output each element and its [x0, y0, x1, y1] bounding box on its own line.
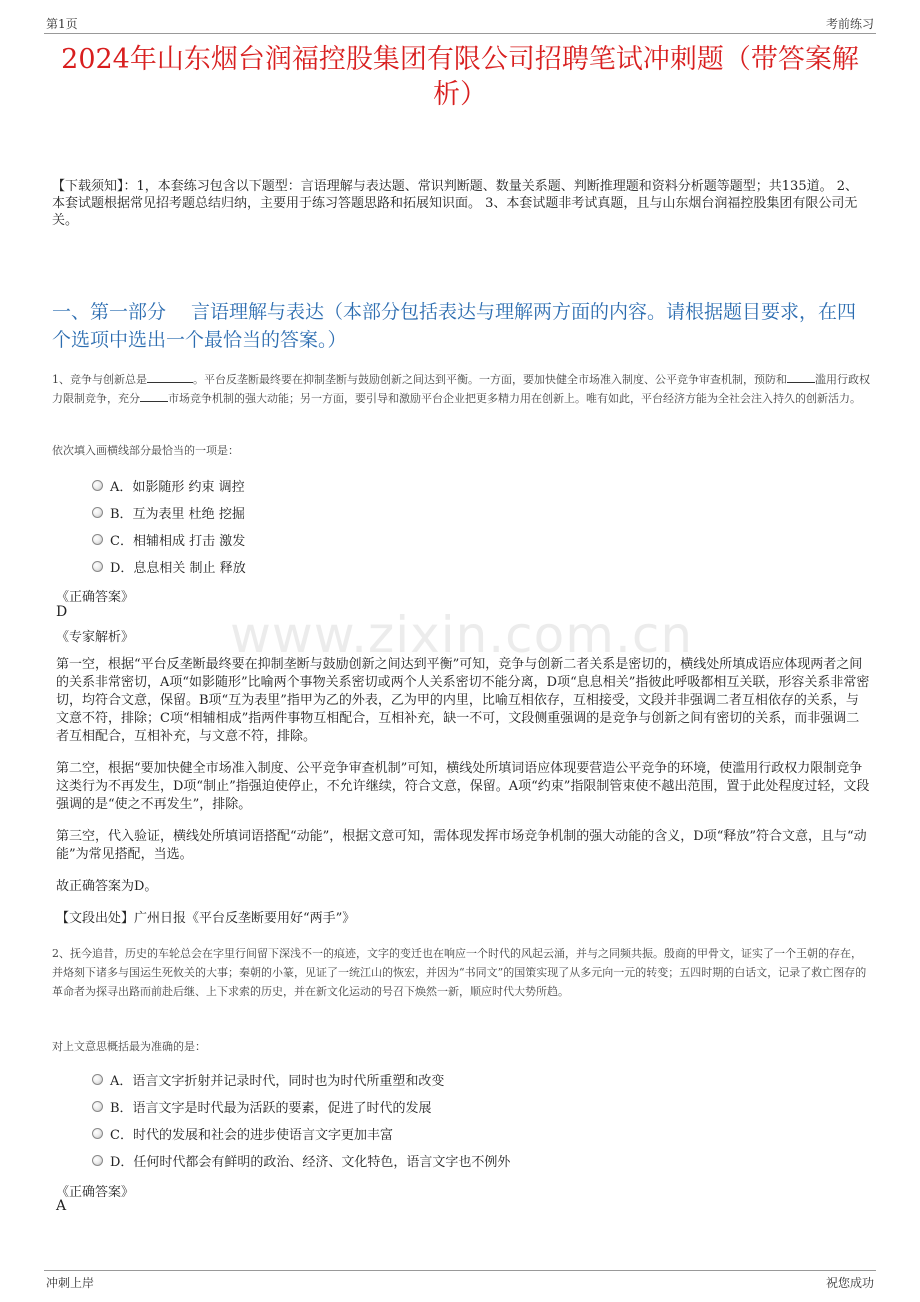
page-footer — [44, 1270, 876, 1292]
analysis-label: 《专家解析》 — [56, 630, 135, 645]
question-1-part-4: 市场竞争机制的强大动能；另一方面，要引导和激励平台企业把更多精力用在创新上。唯有如此，平台经济方能为全社会注入持久的创新活力。 — [168, 392, 861, 405]
footer-right: 祝您成功 — [825, 1276, 874, 1290]
question-1-text — [52, 370, 870, 408]
download-notice: 【下载须知】：1，本套练习包含以下题型：言语理解与表达题、常识判断题、数量关系题、判断推理题和资料分析题等题型；共135道。 2、本套试题根据常见招考题总结归纳，主要用于练习答题思路和拓展知识面。 3、本套试题非考试真题，且与山东烟台润福控股集团有限公司无关。 — [52, 179, 858, 228]
option-c[interactable] — [92, 526, 246, 553]
question-1-prompt: 依次填入画横线部分最恰当的一项是： — [52, 444, 239, 457]
question-2-text: 2、抚今追昔，历史的车轮总会在字里行间留下深浅不一的痕迹，文字的变迁也在响应一个时代的风起云涌，并与之同频共振。殷商的甲骨文，证实了一个王朝的存在，并烙刻下诸多与国运生死攸关的大事；秦朝的小篆，见证了一统江山的恢宏，并因为“书同文”的国策实现了从多元向一元的转变；五四时期的白话文，记录了救亡图存的革命者为探寻出路而前赴后继、上下求索的历史，并在新文化运动的号召下焕然一新，顺应时代大势所趋。 — [52, 947, 867, 998]
radio-icon[interactable] — [92, 1155, 103, 1166]
question-2-options — [92, 1066, 510, 1174]
option-a-label: A．语言文字折射并记录时代，同时也为时代所重塑和改变 — [110, 1074, 445, 1089]
analysis-paragraph-1: 第一空，根据“平台反垄断最终要在抑制垄断与鼓励创新之间达到平衡”可知，竞争与创新二者关系是密切的，横线处所填成语应体现两者之间的关系非常密切，A项“如影随形”比喻两个事物关系密切或两个人关系密切不能分离，D项“息息相关”指彼此呼吸都相互关联，形容关系非常密切，均符合文意，保留。B项“互为表里”指甲为乙的外表，乙为甲的内里，比喻互相依存，互相接受，文段并非强调二者互相依存的关系，与文意不符，排除；C项“相辅相成”指两件事物互相配合，互相补充，缺一不可，文段侧重强调的是竞争与创新之间有密切的关系，而非强调二者互相配合，互相补充，与文意不符，排除。 — [56, 657, 870, 744]
footer-left: 冲刺上岸 — [46, 1276, 95, 1290]
question-1-part-1: 1、竞争与创新总是 — [52, 373, 147, 386]
radio-icon[interactable] — [92, 561, 103, 572]
source-citation: 【文段出处】广州日报《平台反垄断要用好“两手”》 — [56, 911, 356, 926]
radio-icon[interactable] — [92, 1128, 103, 1139]
answer-label: 《正确答案》 — [56, 590, 135, 605]
option-b-label: B．互为表里 杜绝 挖掘 — [110, 507, 245, 522]
radio-icon[interactable] — [92, 1101, 103, 1112]
document-title: 2024年山东烟台润福控股集团有限公司招聘笔试冲刺题（带答案解析） — [61, 44, 859, 110]
page-number: 第1页 — [46, 17, 78, 31]
analysis-paragraph-2: 第二空，根据“要加快健全市场准入制度、公平竞争审查机制”可知，横线处所填词语应体现要营造公平竞争的环境，使滥用行政权力限制竞争这类行为不再发生，D项“制止”指强迫使停止，不允许继续，符合文意，保留。A项“约束”指限制管束使不越出范围，置于此处程度过轻，文段强调的是“使之不再发生”，排除。 — [56, 761, 870, 812]
option-b-label: B．语言文字是时代最为活跃的要素，促进了时代的发展 — [110, 1101, 432, 1116]
option-d-label: D．息息相关 制止 释放 — [110, 561, 246, 576]
option-a[interactable] — [92, 472, 246, 499]
option-c[interactable] — [92, 1120, 510, 1147]
analysis-conclusion: 故正确答案为D。 — [56, 879, 158, 894]
option-d-label: D．任何时代都会有鲜明的政治、经济、文化特色，语言文字也不例外 — [110, 1155, 511, 1170]
option-c-label: C．相辅相成 打击 激发 — [110, 534, 246, 549]
answer-label: 《正确答案》 — [56, 1185, 135, 1200]
option-d[interactable] — [92, 1147, 510, 1174]
watermark: www.zixin.com.cn — [230, 606, 694, 664]
question-2-prompt: 对上文意思概括最为准确的是： — [52, 1040, 206, 1053]
radio-icon[interactable] — [92, 534, 103, 545]
analysis-paragraph-3: 第三空，代入验证，横线处所填词语搭配“动能”，根据文意可知，需体现发挥市场竞争机制的强大动能的含义，D项“释放”符合文意，且与“动能”为常见搭配，当选。 — [56, 829, 867, 862]
question-1-part-2: 。平台反垄断最终要在抑制垄断与鼓励创新之间达到平衡。一方面，要加快健全市场准入制度、公平竞争审查机制，预防和 — [193, 373, 787, 386]
option-c-label: C．时代的发展和社会的进步使语言文字更加丰富 — [110, 1128, 393, 1143]
radio-icon[interactable] — [92, 507, 103, 518]
option-a-label: A．如影随形 约束 调控 — [110, 480, 245, 495]
question-1-options — [92, 472, 246, 580]
blank-2 — [787, 371, 815, 383]
question-1-part-3: 滥用行政权力限制竞争，充分 — [52, 373, 870, 405]
answer-value: D — [56, 604, 68, 620]
section-heading: 一、第一部分 言语理解与表达（本部分包括表达与理解两方面的内容。请根据题目要求，在四个选项中选出一个最恰当的答案。） — [52, 301, 857, 351]
radio-icon[interactable] — [92, 1074, 103, 1085]
blank-1 — [147, 371, 193, 383]
page-header — [44, 12, 876, 34]
option-d[interactable] — [92, 553, 246, 580]
radio-icon[interactable] — [92, 480, 103, 491]
option-b[interactable] — [92, 499, 246, 526]
answer-value: A — [56, 1198, 67, 1214]
option-b[interactable] — [92, 1093, 510, 1120]
option-a[interactable] — [92, 1066, 510, 1093]
header-tag: 考前练习 — [825, 17, 874, 31]
blank-3 — [140, 390, 168, 402]
